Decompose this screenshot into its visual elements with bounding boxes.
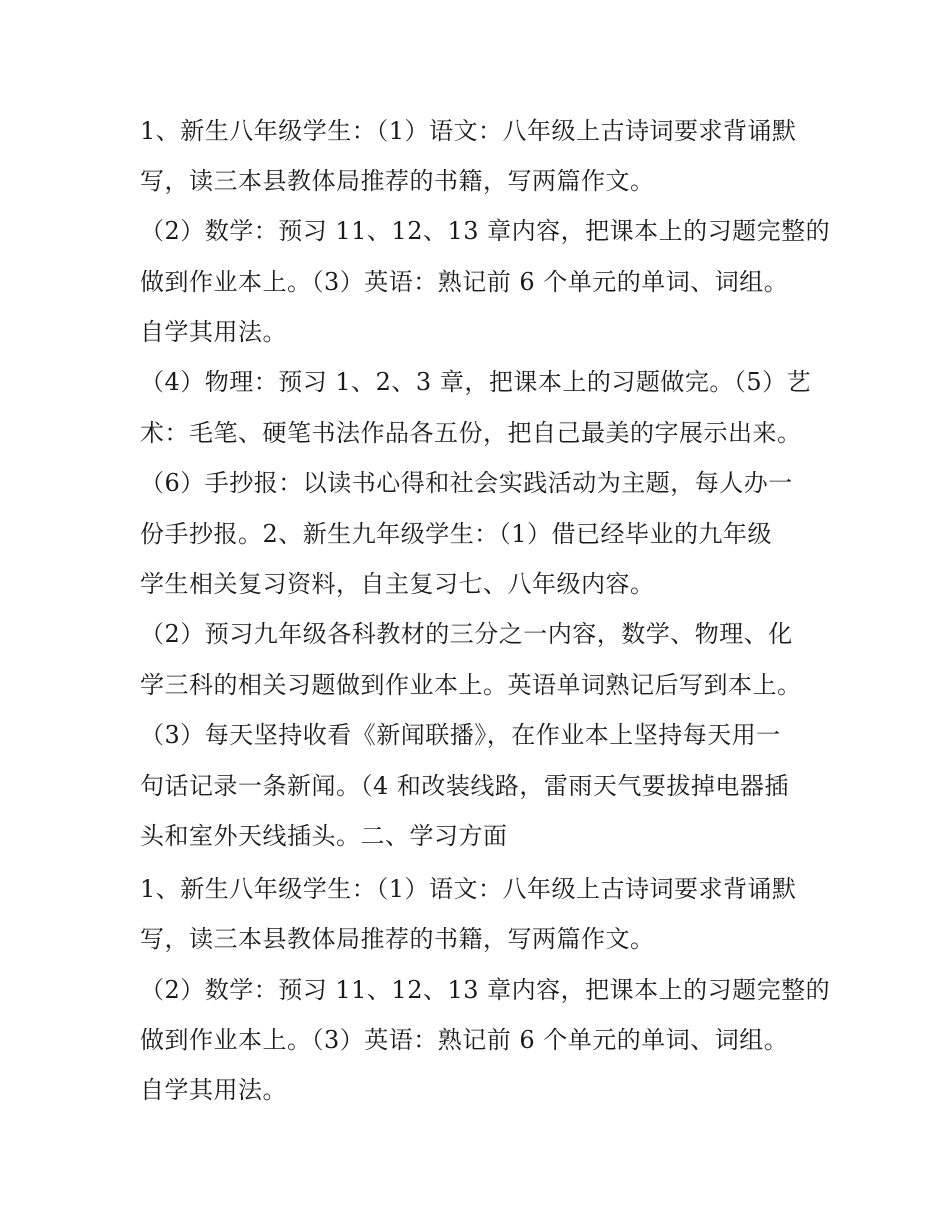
text-line: 写，读三本县教体局推荐的书籍，写两篇作文。 xyxy=(140,925,655,953)
text-line: 学生相关复习资料，自主复习七、八年级内容。 xyxy=(140,570,655,598)
text-line: 份手抄报。2、新生九年级学生：（1）借已经毕业的九年级 xyxy=(140,520,773,548)
text-line: 学三科的相关习题做到作业本上。英语单词熟记后写到本上。 xyxy=(140,671,802,699)
text-line: 自学其用法。 xyxy=(140,318,287,346)
text-line: （2）数学：预习 11、12、13 章内容，把课本上的习题完整的 xyxy=(140,976,831,1004)
text-line: （6）手抄报：以读书心得和社会实践活动为主题，每人办一 xyxy=(140,469,793,497)
text-line: 头和室外天线插头。二、学习方面 xyxy=(140,822,508,850)
text-line: （4）物理：预习 1、2、3 章，把课本上的习题做完。（5）艺 xyxy=(140,368,812,396)
text-line: （3）每天坚持收看《新闻联播》，在作业本上坚持每天用一 xyxy=(140,721,781,749)
text-line: （2）数学：预习 11、12、13 章内容，把课本上的习题完整的 xyxy=(140,217,831,245)
text-line: 1、新生八年级学生：（1）语文：八年级上古诗词要求背诵默 xyxy=(140,117,797,145)
text-line: 1、新生八年级学生：（1）语文：八年级上古诗词要求背诵默 xyxy=(140,875,797,903)
text-line: 句话记录一条新闻。（4 和改装线路，雷雨天气要拔掉电器插 xyxy=(140,772,789,800)
text-line: 写，读三本县教体局推荐的书籍，写两篇作文。 xyxy=(140,167,655,195)
text-line: 术：毛笔、硬笔书法作品各五份，把自己最美的字展示出来。 xyxy=(140,419,802,447)
text-line: 自学其用法。 xyxy=(140,1076,287,1104)
text-line: 做到作业本上。（3）英语：熟记前 6 个单元的单词、词组。 xyxy=(140,1026,789,1054)
text-line: （2）预习九年级各科教材的三分之一内容，数学、物理、化 xyxy=(140,620,793,648)
text-line: 做到作业本上。（3）英语：熟记前 6 个单元的单词、词组。 xyxy=(140,268,789,296)
